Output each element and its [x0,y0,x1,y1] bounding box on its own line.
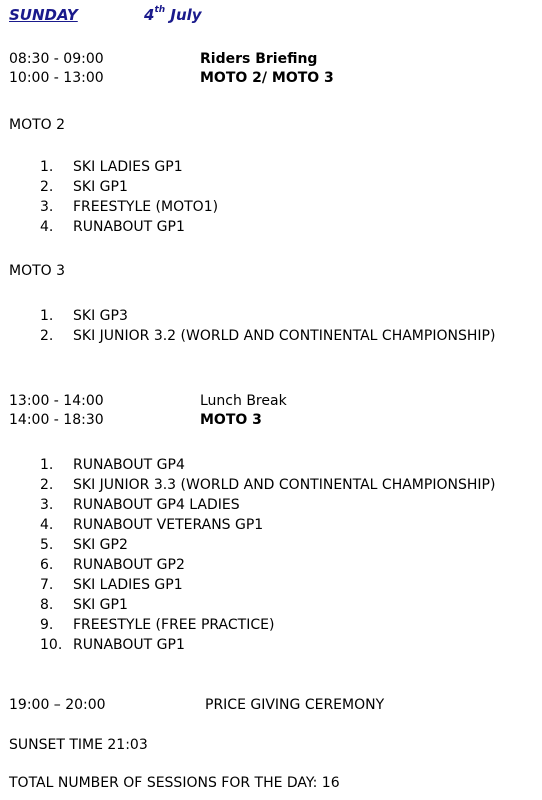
event-name: PRICE GIVING CEREMONY [205,697,385,713]
sunset-time: SUNSET TIME 21:03 [9,737,148,753]
section-title-moto3: MOTO 3 [9,263,66,279]
time-range: 08:30 - 09:00 [9,51,104,67]
event-name: MOTO 2/ MOTO 3 [200,70,334,86]
day-heading [9,5,202,24]
time-range: 14:00 - 18:30 [9,412,104,428]
event-name: Riders Briefing [200,51,318,67]
date-month: July [170,6,202,24]
date-suffix: th [154,5,166,15]
schedule-page: SUNDAY 4th July 08:30 - 09:00 Riders Briefing 10:00 - 13:00 MOTO 2/ MOTO 3 MOTO 2 1. SKI LADIES GP1 2. SKI GP1 3. FREESTYLE (MOTO1) 4. RUNABOUT GP1 MOTO 3 1. SKI GP3 2. SKI JUNIOR 3.2 (WORLD AND CONTINENTAL CHAMPIONSHIP) 13:00 - 14:00 Lunch Break 14:00 - 18:30 MOTO 3 1. RUNABOUT GP4 2. SKI JUNIOR 3.3 (WORLD AND CONTINENTAL CHAMPIONSHIP) 3. RUNABOUT GP4 LADIES 4. RUNABOUT VETERANS GP1 5. SKI GP2 6. RUNABOUT GP2 7. SKI LADIES GP1 8. SKI GP1 9. FREESTYLE (FREE PRACTICE) 10. RUNABOUT GP1 19:00 – 20:00 PRICE GIVING CEREMONY SUNSET TIME 21:03 TOTAL NUMBER OF SESSIONS FOR THE DAY: 16 [9,5,496,791]
event-name: MOTO 3 [200,412,262,428]
time-range: 10:00 - 13:00 [9,70,104,86]
event-name: Lunch Break [200,393,287,409]
section-title-moto2: MOTO 2 [9,117,66,133]
date-number: 4 [144,6,155,24]
day-name: SUNDAY [9,6,78,24]
day-date [144,6,202,24]
time-range: 13:00 - 14:00 [9,393,104,409]
total-sessions: TOTAL NUMBER OF SESSIONS FOR THE DAY: 16 [9,775,340,791]
time-range: 19:00 – 20:00 [9,697,106,713]
